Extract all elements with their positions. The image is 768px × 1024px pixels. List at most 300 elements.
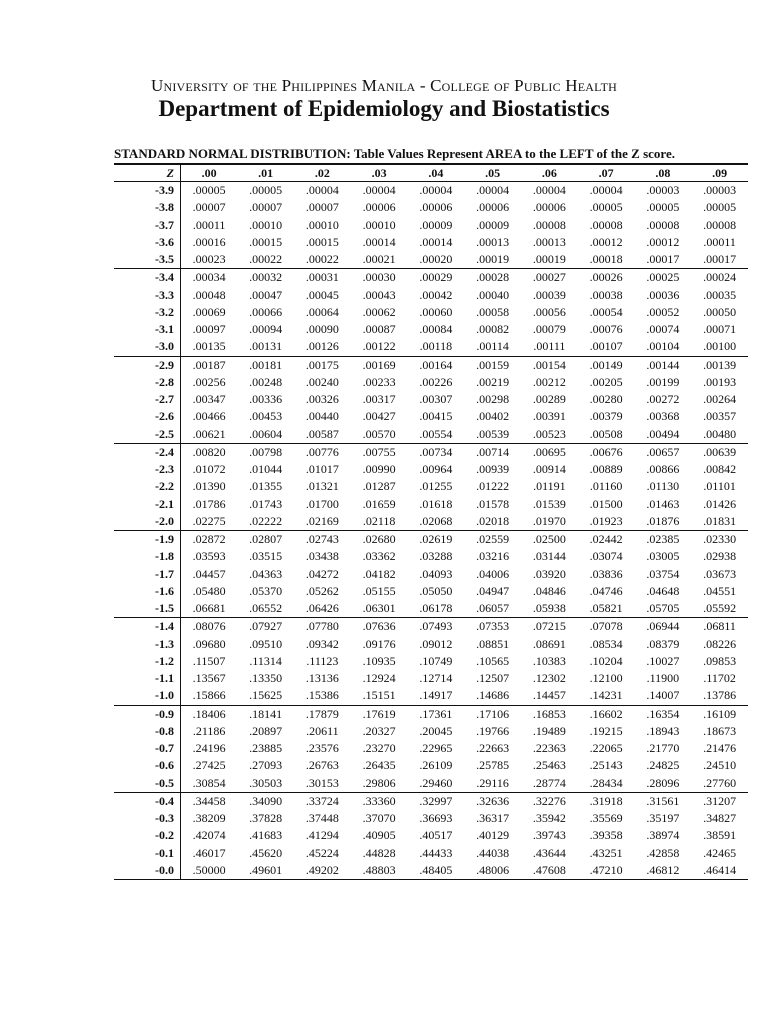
probability-cell: .25463	[532, 758, 566, 773]
probability-cell: .01160	[589, 479, 623, 494]
probability-cell: .01831	[691, 513, 748, 531]
probability-cell: .30503	[237, 775, 294, 793]
probability-cell: .00076	[589, 322, 623, 336]
column-header: .03	[351, 164, 408, 182]
probability-cell: .11507	[192, 653, 226, 668]
table-row	[114, 653, 748, 670]
probability-cell: .13567	[192, 671, 226, 685]
probability-cell: .01426	[703, 496, 737, 511]
table-row	[114, 670, 748, 687]
table-row	[114, 775, 748, 793]
probability-cell: .00026	[589, 270, 623, 285]
z-value-cell: -3.7	[114, 217, 181, 234]
probability-cell: .00052	[646, 304, 680, 319]
probability-cell: .20327	[362, 723, 396, 738]
probability-cell: .39358	[589, 828, 623, 843]
probability-cell: .00060	[419, 304, 453, 319]
probability-cell: .37828	[249, 811, 283, 825]
probability-cell: .00094	[249, 322, 283, 336]
probability-cell: .00205	[589, 374, 623, 389]
probability-cell: .01786	[192, 496, 226, 511]
probability-cell: .06552	[237, 600, 294, 618]
probability-cell: .02068	[408, 513, 465, 531]
probability-cell: .30153	[294, 775, 351, 793]
probability-cell: .13786	[691, 687, 748, 705]
probability-cell: .00657	[646, 444, 680, 459]
table-row	[114, 426, 748, 444]
probability-cell: .46812	[635, 862, 692, 880]
probability-cell: .00050	[703, 304, 737, 319]
probability-cell: .02330	[703, 532, 737, 546]
probability-cell: .17619	[362, 706, 396, 721]
probability-cell: .35569	[589, 811, 623, 825]
probability-cell: .07353	[476, 619, 510, 634]
probability-cell: .07215	[532, 619, 566, 634]
probability-cell: .00017	[635, 251, 692, 269]
probability-cell: .00005	[646, 200, 680, 215]
probability-cell: .02743	[305, 532, 339, 546]
column-header: .07	[578, 164, 635, 182]
probability-cell: .00062	[362, 304, 396, 319]
probability-cell: .49601	[237, 862, 294, 880]
probability-cell: .15866	[181, 687, 238, 705]
column-header: .01	[237, 164, 294, 182]
probability-cell: .05705	[635, 600, 692, 618]
probability-cell: .00118	[408, 338, 465, 356]
table-title: STANDARD NORMAL DISTRIBUTION: Table Values Represent AREA to the LEFT of the Z score.	[114, 146, 675, 161]
probability-cell: .00307	[419, 392, 453, 406]
probability-cell: .02018	[464, 513, 521, 531]
probability-cell: .00368	[646, 409, 680, 424]
probability-cell: .10935	[362, 653, 396, 668]
probability-cell: .04272	[305, 566, 339, 581]
probability-cell: .02680	[362, 532, 396, 546]
probability-cell: .44828	[362, 845, 396, 860]
table-row	[114, 862, 748, 880]
probability-cell: .05050	[419, 583, 453, 598]
probability-cell: .00029	[419, 270, 453, 285]
probability-cell: .27425	[192, 758, 226, 773]
probability-cell: .03673	[703, 566, 737, 581]
probability-cell: .00022	[294, 251, 351, 269]
probability-cell: .00079	[532, 322, 566, 336]
column-header: .06	[521, 164, 578, 182]
probability-cell: .00695	[532, 444, 566, 459]
z-value-cell: -3.6	[114, 234, 181, 251]
probability-cell: .01539	[532, 496, 566, 511]
table-row	[114, 391, 748, 408]
probability-cell: .00009	[419, 217, 453, 232]
probability-cell: .00009	[476, 217, 510, 232]
probability-cell: .00008	[532, 217, 566, 232]
probability-cell: .00554	[408, 426, 465, 444]
probability-cell: .00004	[362, 183, 396, 197]
probability-cell: .17361	[419, 706, 453, 721]
table-row	[114, 740, 748, 757]
probability-cell: .00866	[646, 462, 680, 476]
column-header: .09	[691, 164, 748, 182]
probability-cell: .09176	[362, 636, 396, 651]
probability-cell: .06426	[294, 600, 351, 618]
probability-cell: .14686	[464, 687, 521, 705]
probability-cell: .00199	[646, 374, 680, 389]
probability-cell: .12924	[362, 671, 396, 685]
table-row	[114, 636, 748, 653]
probability-cell: .03515	[249, 549, 283, 564]
probability-cell: .35942	[532, 811, 566, 825]
probability-cell: .03438	[305, 549, 339, 564]
probability-cell: .47608	[521, 862, 578, 880]
table-row	[114, 408, 748, 425]
probability-cell: .00005	[249, 183, 283, 197]
probability-cell: .02807	[249, 532, 283, 546]
probability-cell: .00038	[589, 287, 623, 302]
probability-cell: .00539	[464, 426, 521, 444]
probability-cell: .48405	[408, 862, 465, 880]
probability-cell: .00058	[476, 304, 510, 319]
probability-cell: .19766	[476, 723, 510, 738]
probability-cell: .00379	[589, 409, 623, 424]
probability-cell: .00126	[294, 338, 351, 356]
probability-cell: .00010	[305, 217, 339, 232]
probability-cell: .00047	[249, 287, 283, 302]
probability-cell: .18673	[703, 723, 737, 738]
probability-cell: .31207	[703, 793, 737, 808]
probability-cell: .00264	[703, 392, 737, 406]
probability-cell: .01222	[476, 479, 510, 494]
department-heading: Department of Epidemiology and Biostatistics	[158, 96, 610, 121]
probability-cell: .48803	[351, 862, 408, 880]
probability-cell: .00034	[192, 270, 226, 285]
z-value-cell: -1.6	[114, 583, 181, 600]
probability-cell: .32276	[532, 793, 566, 808]
probability-cell: .01876	[635, 513, 692, 531]
probability-cell: .03216	[476, 549, 510, 564]
probability-cell: .08226	[703, 636, 737, 651]
probability-cell: .00008	[703, 217, 737, 232]
probability-cell: .00039	[532, 287, 566, 302]
probability-cell: .23576	[305, 741, 339, 755]
table-row	[114, 443, 748, 461]
probability-cell: .04551	[703, 583, 737, 598]
probability-cell: .07078	[589, 619, 623, 634]
probability-cell: .00022	[237, 251, 294, 269]
probability-cell: .00714	[476, 444, 510, 459]
probability-cell: .01072	[192, 462, 226, 476]
probability-cell: .31918	[589, 793, 623, 808]
probability-cell: .00007	[192, 200, 226, 215]
probability-cell: .00035	[703, 287, 737, 302]
probability-cell: .27760	[691, 775, 748, 793]
probability-cell: .40129	[476, 828, 510, 843]
z-value-cell: -2.2	[114, 478, 181, 495]
z-value-cell: -3.3	[114, 287, 181, 304]
probability-cell: .37448	[305, 811, 339, 825]
probability-cell: .04457	[192, 566, 226, 581]
probability-cell: .22663	[476, 741, 510, 755]
probability-cell: .20611	[306, 723, 339, 738]
probability-cell: .09853	[703, 653, 737, 668]
probability-cell: .00144	[646, 357, 680, 372]
probability-cell: .48006	[464, 862, 521, 880]
probability-cell: .00040	[476, 287, 510, 302]
table-row	[114, 723, 748, 740]
probability-cell: .00064	[305, 304, 339, 319]
probability-cell: .00570	[351, 426, 408, 444]
probability-cell: .12507	[476, 671, 510, 685]
probability-cell: .42465	[703, 845, 737, 860]
probability-cell: .00021	[351, 251, 408, 269]
probability-cell: .12100	[589, 671, 623, 685]
probability-cell: .06681	[181, 600, 238, 618]
table-row	[114, 513, 748, 531]
probability-cell: .30854	[181, 775, 238, 793]
probability-cell: .00011	[192, 217, 226, 232]
probability-cell: .23885	[249, 741, 283, 755]
probability-cell: .11702	[703, 671, 736, 685]
z-value-cell: -1.5	[114, 600, 181, 618]
probability-cell: .46414	[691, 862, 748, 880]
probability-cell: .00842	[703, 462, 737, 476]
probability-cell: .00135	[181, 338, 238, 356]
probability-cell: .00427	[362, 409, 396, 424]
probability-cell: .00056	[532, 304, 566, 319]
table-row	[114, 827, 748, 844]
probability-cell: .42858	[646, 845, 680, 860]
z-value-cell: -0.8	[114, 723, 181, 740]
table-row	[114, 845, 748, 862]
probability-cell: .00090	[305, 322, 339, 336]
probability-cell: .06301	[351, 600, 408, 618]
probability-cell: .27093	[249, 758, 283, 773]
probability-cell: .10383	[532, 653, 566, 668]
probability-cell: .00280	[589, 392, 623, 406]
probability-cell: .49202	[294, 862, 351, 880]
probability-cell: .00008	[589, 217, 623, 232]
probability-cell: .08379	[646, 636, 680, 651]
probability-cell: .08076	[192, 619, 226, 634]
probability-cell: .00012	[646, 234, 680, 249]
probability-cell: .01743	[249, 496, 283, 511]
probability-cell: .00139	[703, 357, 737, 372]
z-value-cell: -3.4	[114, 269, 181, 287]
probability-cell: .05155	[362, 583, 396, 598]
probability-cell: .04363	[249, 566, 283, 581]
probability-cell: .21476	[703, 741, 737, 755]
probability-cell: .03754	[646, 566, 680, 581]
probability-cell: .05480	[192, 583, 226, 598]
table-row	[114, 374, 748, 391]
column-header: .00	[181, 164, 238, 182]
z-value-cell: -0.9	[114, 705, 181, 723]
probability-cell: .05938	[521, 600, 578, 618]
probability-cell: .00347	[192, 392, 226, 406]
z-value-cell: -2.9	[114, 356, 181, 374]
probability-cell: .14007	[635, 687, 692, 705]
table-row	[114, 234, 748, 251]
probability-cell: .01700	[305, 496, 339, 511]
probability-cell: .41294	[305, 828, 339, 843]
table-row	[114, 583, 748, 600]
probability-cell: .01255	[419, 479, 453, 494]
z-value-cell: -3.1	[114, 321, 181, 338]
probability-cell: .32997	[419, 793, 453, 808]
probability-cell: .26435	[362, 758, 396, 773]
table-row	[114, 338, 748, 356]
probability-cell: .24825	[646, 758, 680, 773]
column-header: .04	[408, 164, 465, 182]
probability-cell: .45224	[305, 845, 339, 860]
probability-cell: .04746	[589, 583, 623, 598]
z-value-cell: -3.2	[114, 304, 181, 321]
z-value-cell: -2.4	[114, 443, 181, 461]
probability-cell: .00154	[532, 357, 566, 372]
probability-cell: .00107	[578, 338, 635, 356]
probability-cell: .31561	[646, 793, 680, 808]
z-value-cell: -2.8	[114, 374, 181, 391]
probability-cell: .22065	[589, 741, 623, 755]
probability-cell: .24510	[703, 758, 737, 773]
z-value-cell: -3.9	[114, 182, 181, 200]
probability-cell: .00019	[464, 251, 521, 269]
table-row	[114, 531, 748, 549]
probability-cell: .00256	[192, 374, 226, 389]
probability-cell: .16354	[646, 706, 680, 721]
probability-cell: .00402	[476, 409, 510, 424]
probability-cell: .00032	[249, 270, 283, 285]
probability-cell: .00391	[532, 409, 566, 424]
probability-cell: .03362	[362, 549, 396, 564]
probability-cell: .13136	[305, 671, 339, 685]
probability-cell: .00159	[476, 357, 510, 372]
probability-cell: .41683	[249, 828, 283, 843]
probability-cell: .00045	[305, 287, 339, 302]
probability-cell: .00012	[589, 234, 623, 249]
probability-cell: .01130	[646, 479, 680, 494]
table-row	[114, 182, 748, 200]
probability-cell: .00025	[646, 270, 680, 285]
probability-cell: .00248	[249, 374, 283, 389]
probability-cell: .32636	[476, 793, 510, 808]
probability-cell: .00014	[419, 234, 453, 249]
probability-cell: .10565	[476, 653, 510, 668]
probability-cell: .26763	[305, 758, 339, 773]
z-value-cell: -2.1	[114, 496, 181, 513]
probability-cell: .00097	[192, 322, 226, 336]
probability-cell: .10749	[419, 653, 453, 668]
probability-cell: .00990	[362, 462, 396, 476]
probability-cell: .00357	[703, 409, 737, 424]
probability-cell: .01044	[249, 462, 283, 476]
table-row	[114, 251, 748, 269]
probability-cell: .06057	[464, 600, 521, 618]
probability-cell: .05262	[305, 583, 339, 598]
probability-cell: .00006	[362, 200, 396, 215]
z-value-cell: -1.4	[114, 618, 181, 636]
probability-cell: .34458	[192, 793, 226, 808]
probability-cell: .00336	[249, 392, 283, 406]
probability-cell: .00069	[192, 304, 226, 319]
z-value-cell: -1.7	[114, 566, 181, 583]
probability-cell: .00071	[703, 322, 737, 336]
z-value-cell: -0.7	[114, 740, 181, 757]
probability-cell: .00317	[362, 392, 396, 406]
probability-cell: .00820	[192, 444, 226, 459]
probability-cell: .00010	[362, 217, 396, 232]
probability-cell: .40517	[419, 828, 453, 843]
probability-cell: .00187	[192, 357, 226, 372]
probability-cell: .00114	[464, 338, 521, 356]
probability-cell: .07636	[362, 619, 396, 634]
probability-cell: .03144	[532, 549, 566, 564]
probability-cell: .07493	[419, 619, 453, 634]
probability-cell: .00007	[305, 200, 339, 215]
probability-cell: .00074	[646, 322, 680, 336]
probability-cell: .00169	[362, 357, 396, 372]
table-row	[114, 356, 748, 374]
probability-cell: .18141	[249, 706, 283, 721]
probability-cell: .00776	[305, 444, 339, 459]
probability-cell: .19215	[589, 723, 623, 738]
z-value-cell: -2.0	[114, 513, 181, 531]
probability-cell: .00024	[703, 270, 737, 285]
probability-cell: .01017	[305, 462, 339, 476]
probability-cell: .08691	[532, 636, 566, 651]
probability-cell: .00006	[419, 200, 453, 215]
probability-cell: .00023	[181, 251, 238, 269]
probability-cell: .00480	[691, 426, 748, 444]
probability-cell: .38974	[646, 828, 680, 843]
probability-cell: .04006	[476, 566, 510, 581]
z-value-cell: -3.5	[114, 251, 181, 269]
table-row	[114, 687, 748, 705]
probability-cell: .00193	[703, 374, 737, 389]
table-row	[114, 792, 748, 810]
probability-cell: .00289	[532, 392, 566, 406]
probability-cell: .09012	[419, 636, 453, 651]
probability-cell: .00440	[305, 409, 339, 424]
probability-cell: .01659	[362, 496, 396, 511]
university-heading: University of the Philippines Manila - College of Public Health	[151, 76, 617, 95]
z-value-cell: -0.1	[114, 845, 181, 862]
probability-cell: .16602	[589, 706, 623, 721]
probability-cell: .00164	[419, 357, 453, 372]
probability-cell: .01355	[249, 479, 283, 494]
probability-cell: .46017	[192, 845, 226, 860]
probability-cell: .00015	[305, 234, 339, 249]
probability-cell: .00326	[305, 392, 339, 406]
table-row	[114, 199, 748, 216]
probability-cell: .03920	[532, 566, 566, 581]
table-row	[114, 269, 748, 287]
probability-cell: .15386	[294, 687, 351, 705]
column-header: .08	[635, 164, 692, 182]
z-value-cell: -1.8	[114, 548, 181, 565]
probability-cell: .02118	[351, 513, 408, 531]
z-value-cell: -2.7	[114, 391, 181, 408]
probability-cell: .00181	[249, 357, 283, 372]
table-row	[114, 461, 748, 478]
probability-cell: .05370	[249, 583, 283, 598]
probability-cell: .04648	[646, 583, 680, 598]
probability-cell: .00042	[419, 287, 453, 302]
probability-cell: .00676	[589, 444, 623, 459]
z-value-cell: -1.3	[114, 636, 181, 653]
probability-cell: .00004	[305, 183, 339, 197]
probability-cell: .06178	[408, 600, 465, 618]
probability-cell: .00087	[362, 322, 396, 336]
probability-cell: .36317	[476, 811, 510, 825]
